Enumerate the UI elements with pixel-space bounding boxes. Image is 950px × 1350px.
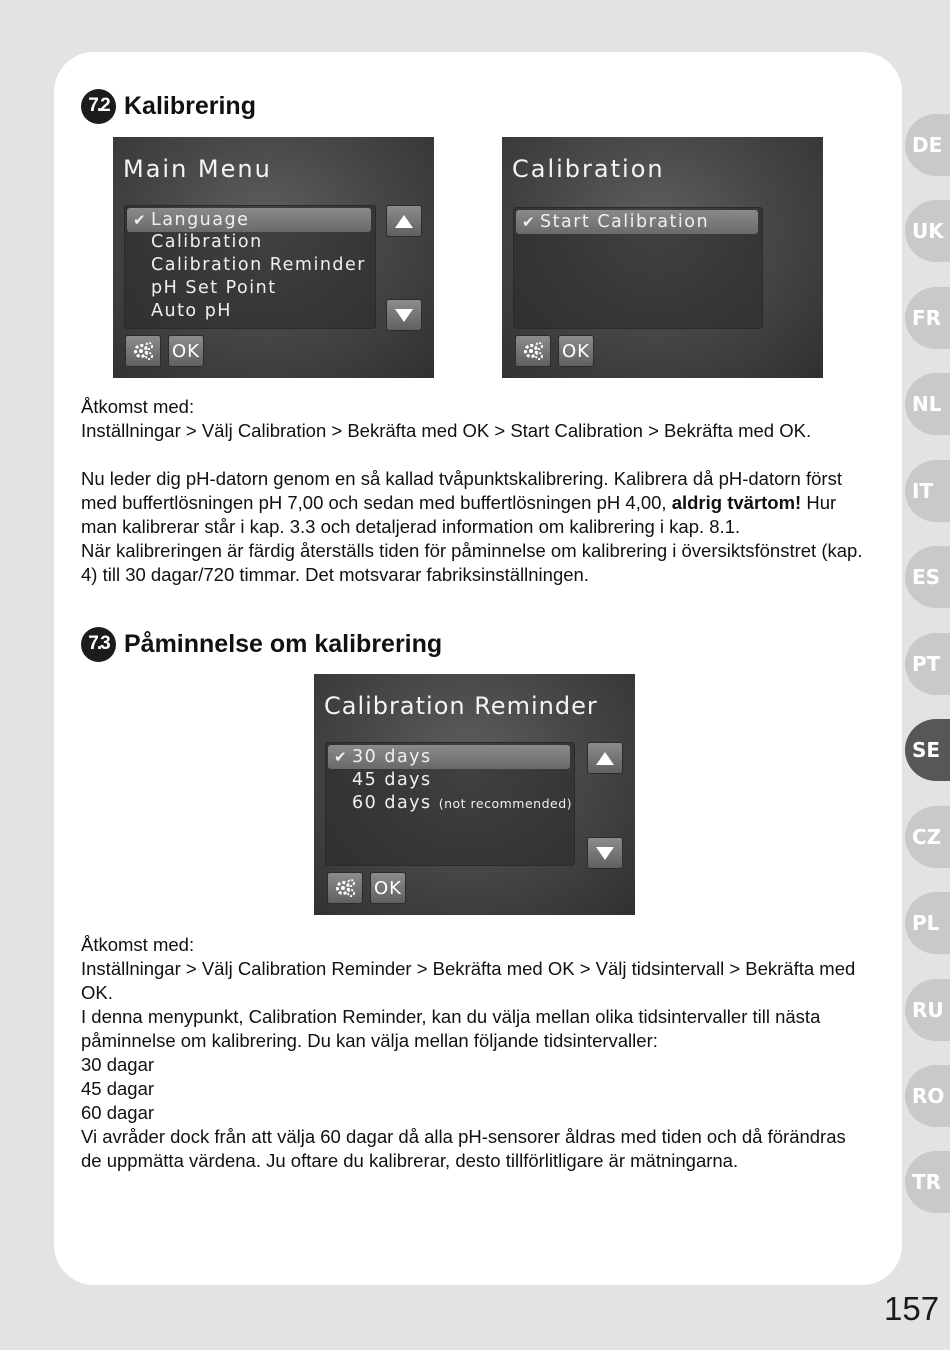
check-icon: ✔ <box>334 748 349 766</box>
interval-list <box>325 742 575 866</box>
section-number-badge: 7.3 <box>81 627 116 662</box>
check-icon: ✔ <box>522 213 537 231</box>
scroll-down-button[interactable] <box>386 299 422 331</box>
arrow-down-icon <box>395 309 413 322</box>
calibration-reminder-screen <box>314 674 635 915</box>
scroll-up-button[interactable] <box>386 205 422 237</box>
option-30-days[interactable] <box>328 745 570 769</box>
reset-paragraph: När kalibreringen är färdig återställs tiden för påminnelse om kalibrering i översiktsfönstret (kap. 4) till 30 dagar/720 timmar. Det motsvarar fabriksinställningen. <box>81 540 863 585</box>
section-title: Påminnelse om kalibrering <box>124 629 443 658</box>
menu-item-language[interactable] <box>127 208 371 232</box>
tab-uk[interactable]: UK <box>905 200 950 262</box>
access-label: Åtkomst med: <box>81 934 195 955</box>
interval-paragraph: I denna menypunkt, Calibration Reminder, kan du välja mellan olika tidsintervaller till nästa påminnelse om kalibrering. Du kan välja mellan följande tidsintervaller: <box>81 1006 821 1051</box>
main-menu-screen <box>113 137 434 378</box>
tab-cz[interactable]: CZ <box>905 806 950 868</box>
not-recommended-note: (not recommended) <box>438 796 573 811</box>
access-path: Inställningar > Välj Calibration > Bekräfta med OK > Start Calibration > Bekräfta med OK. <box>81 420 812 441</box>
gear-icon <box>132 340 154 362</box>
tab-pt[interactable]: PT <box>905 633 950 695</box>
option-45-days[interactable]: 45 days <box>352 770 432 790</box>
menu-item-label: Start Calibration <box>540 212 710 232</box>
menu-item-label: Language <box>151 210 250 230</box>
option-label: 30 days <box>352 747 432 767</box>
menu-item-start-calibration[interactable] <box>516 210 758 234</box>
section-7-2-heading <box>81 88 256 124</box>
scroll-down-button[interactable] <box>587 837 623 869</box>
menu-item-calibration-reminder[interactable]: Calibration Reminder <box>151 255 366 275</box>
tab-tr[interactable]: TR <box>905 1151 950 1213</box>
ok-button[interactable]: OK <box>168 335 204 367</box>
interval-option: 60 dagar <box>81 1102 155 1123</box>
tab-it[interactable]: IT <box>905 460 950 522</box>
ok-button[interactable]: OK <box>558 335 594 367</box>
menu-list <box>124 205 376 329</box>
settings-button[interactable] <box>125 335 161 367</box>
option-60-days[interactable] <box>352 793 572 813</box>
section-7-2-text <box>81 395 871 587</box>
ok-button[interactable]: OK <box>370 872 406 904</box>
tab-nl[interactable]: NL <box>905 373 950 435</box>
access-label: Åtkomst med: <box>81 396 195 417</box>
scroll-up-button[interactable] <box>587 742 623 774</box>
menu-item-calibration[interactable]: Calibration <box>151 232 263 252</box>
access-path: Inställningar > Välj Calibration Reminder > Bekräfta med OK > Välj tidsintervall > Bekräfta med OK. <box>81 958 856 1003</box>
advice-paragraph: Vi avråder dock från att välja 60 dagar då alla pH-sensorer åldras med tiden och då förändras de uppmätta värdena. Ju oftare du kalibrerar, desto tillförlitligare är mätningarna. <box>81 1126 846 1171</box>
tab-ru[interactable]: RU <box>905 979 950 1041</box>
section-title: Kalibrering <box>124 91 256 120</box>
settings-button[interactable] <box>327 872 363 904</box>
screen-title: Calibration <box>512 155 665 183</box>
section-7-3-text <box>81 933 871 1173</box>
screen-title: Calibration Reminder <box>324 692 598 720</box>
menu-item-auto-ph[interactable]: Auto pH <box>151 301 232 321</box>
settings-button[interactable] <box>515 335 551 367</box>
section-number-badge: 7.2 <box>81 89 116 124</box>
tab-fr[interactable]: FR <box>905 287 950 349</box>
arrow-up-icon <box>596 752 614 765</box>
calibration-paragraph: Nu leder dig pH-datorn genom en så kallad tvåpunktskalibrering. Kalibrera då pH-datorn först med buffertlösningen pH 7,00 och sedan med buffertlösningen pH 4,00, aldrig tvärtom! Hur man kalibrerar står i kap. 3.3 och detaljerad information om kalibrering i kap. 8.1. <box>81 468 842 537</box>
check-icon: ✔ <box>133 211 148 229</box>
tab-ro[interactable]: RO <box>905 1065 950 1127</box>
option-label: 60 days <box>352 793 432 813</box>
calibration-screen <box>502 137 823 378</box>
tab-pl[interactable]: PL <box>905 892 950 954</box>
gear-icon <box>334 877 356 899</box>
arrow-up-icon <box>395 215 413 228</box>
page-number: 157 <box>884 1290 940 1327</box>
tab-se[interactable]: SE <box>905 719 950 781</box>
screen-title: Main Menu <box>123 155 272 183</box>
calibration-list <box>513 207 763 329</box>
gear-icon <box>522 340 544 362</box>
section-7-3-heading <box>81 626 442 662</box>
warning-emphasis: aldrig tvärtom! <box>671 492 802 513</box>
tab-de[interactable]: DE <box>905 114 950 176</box>
menu-item-ph-set-point[interactable]: pH Set Point <box>151 278 277 298</box>
interval-option: 45 dagar <box>81 1078 155 1099</box>
interval-option: 30 dagar <box>81 1054 155 1075</box>
arrow-down-icon <box>596 847 614 860</box>
tab-es[interactable]: ES <box>905 546 950 608</box>
